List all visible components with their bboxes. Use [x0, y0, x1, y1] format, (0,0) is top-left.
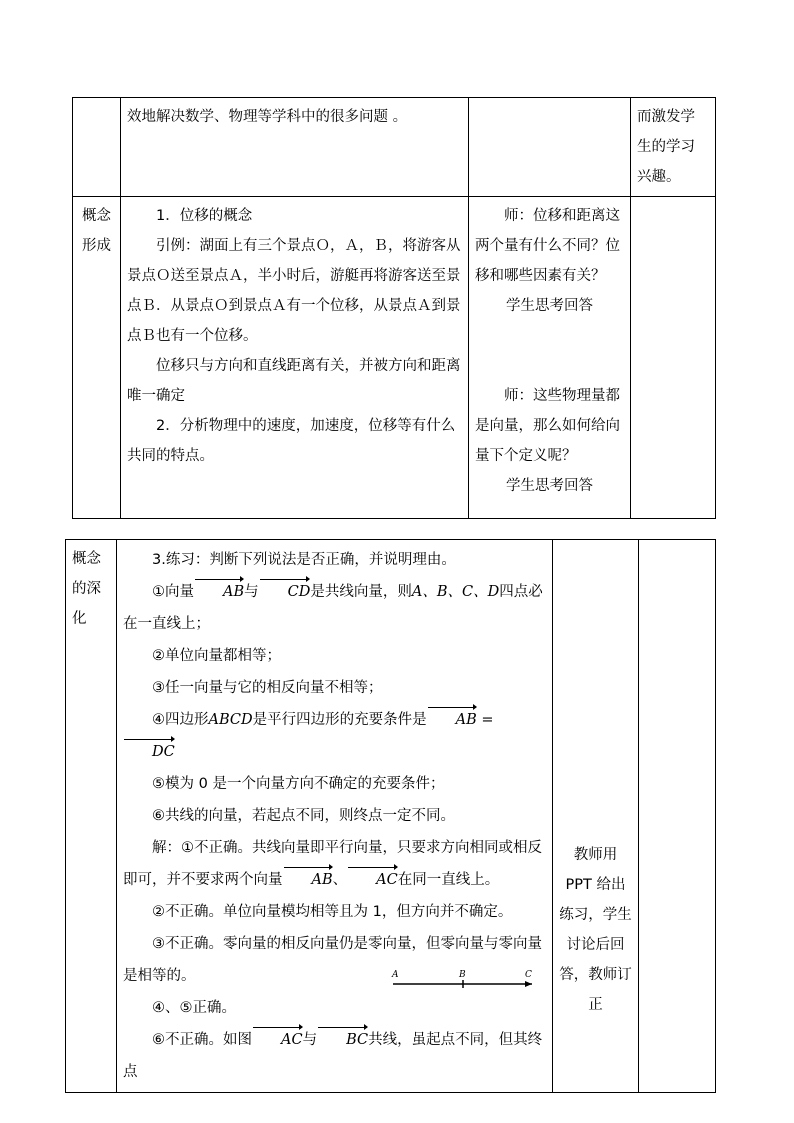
- vector-ab: AB: [283, 864, 333, 896]
- displacement-note: 位移只与方向和直线距离有关，并被方向和距离唯一确定: [127, 358, 461, 404]
- row2-label-cell: [73, 197, 121, 519]
- deepening-label-cell: [66, 540, 117, 1093]
- exercise-item-3: ③任一向量与它的相反向量不相等；: [152, 680, 383, 696]
- point-c-label: C: [525, 970, 532, 980]
- row1-content-cell: [121, 98, 469, 197]
- student-response-2: 学生思考回答: [506, 478, 593, 494]
- analysis-question: 2．分析物理中的速度，加速度，位移等有什么共同的特点。: [127, 418, 456, 464]
- row1-intent-cell: [631, 98, 716, 197]
- lesson-table-1: [72, 97, 716, 519]
- teacher-activity-text: 教师用 PPT 给出练习，学生讨论后回答，教师订正: [559, 847, 632, 1013]
- exercise-cell: [117, 540, 553, 1093]
- solution-1: 解：①不正确。共线向量即平行向量，只要求方向相同或相反即可，并不要求两个向量 AB、 AC在同一直线上。: [123, 832, 546, 896]
- lead-example: 引例：湖面上有三个景点Ｏ，Ａ，Ｂ，将游客从景点Ｏ送至景点Ａ，半小时后，游艇再将游客送至景点Ｂ．从景点Ｏ到景点Ａ有一个位移，从景点Ａ到景点Ｂ也有一个位移。: [127, 238, 461, 344]
- exercise-intro: 3.练习：判断下列说法是否正确，并说明理由。: [152, 552, 456, 568]
- teacher-question-2: 师：这些物理量都是向量，那么如何给向量下个定义呢？: [475, 388, 620, 464]
- exercise-item-1: ①向量 AB与 CD是共线向量，则A、B、C、D四点必在一直线上；: [123, 576, 546, 640]
- exercise-item-6: ⑥共线的向量，若起点不同，则终点一定不同。: [152, 808, 455, 824]
- vector-cd: CD: [259, 576, 311, 608]
- exercise-item-5: ⑤模为 0 是一个向量方向不确定的充要条件；: [152, 776, 445, 792]
- row2-content-cell: [121, 197, 469, 519]
- row1-intent-text: 而激发学生的学习兴趣。: [637, 109, 695, 185]
- solution-6: ⑥不正确。如图 AC与 BC共线，虽起点不同，但其终点: [123, 1024, 546, 1088]
- solution-4-5: ④、⑤正确。: [152, 1000, 236, 1016]
- teacher-question-1: 师：位移和距离这两个量有什么不同？位移和哪些因素有关？: [475, 208, 620, 284]
- exercise-item-2: ②单位向量都相等；: [152, 648, 281, 664]
- intent-cell: [639, 540, 716, 1093]
- row2-intent-cell: [631, 197, 716, 519]
- collinear-figure: [389, 966, 539, 992]
- teacher-activity-cell: [553, 540, 639, 1093]
- solution-2: ②不正确。单位向量模均相等且为 1，但方向并不确定。: [152, 904, 513, 920]
- vector-ac: AC: [347, 864, 398, 896]
- displacement-heading: 1．位移的概念: [156, 208, 253, 224]
- vector-ab: AB: [194, 576, 244, 608]
- student-response-1: 学生思考回答: [506, 298, 593, 314]
- exercise-item-4: ④四边形ABCD是平行四边形的充要条件是 AB = DC: [123, 704, 546, 768]
- vector-ab: AB: [427, 704, 477, 736]
- vector-ac: AC: [252, 1024, 303, 1056]
- vector-bc: BC: [317, 1024, 368, 1056]
- point-b-label: B: [459, 970, 466, 980]
- row1-text: 效地解决数学、物理等学科中的很多问题 。: [127, 109, 408, 125]
- row1-teacher-cell: [469, 98, 631, 197]
- row2-teacher-cell: [469, 197, 631, 519]
- solution-3: ③不正确。零向量的相反向量仍是零向量，但零向量与零向量是相等的。: [123, 936, 542, 984]
- concept-deepening-label: 概念的深化: [72, 551, 101, 627]
- point-a-label: A: [392, 970, 399, 980]
- row1-label-cell: [73, 98, 121, 197]
- concept-formation-label: 概念形成: [82, 208, 111, 254]
- lesson-table-2: [65, 539, 716, 1093]
- vector-dc: DC: [123, 736, 175, 768]
